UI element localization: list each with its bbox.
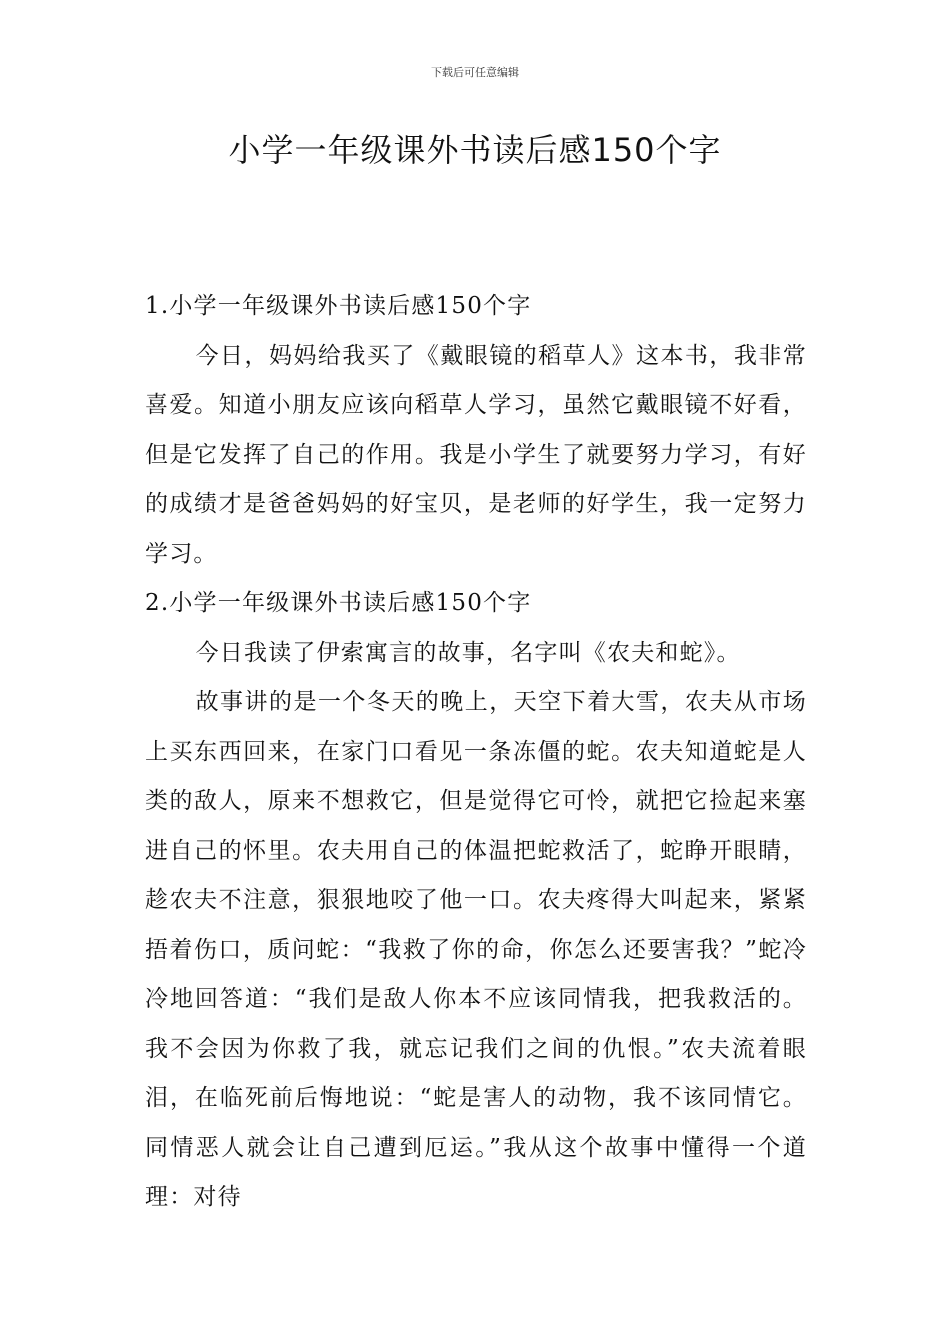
document-body — [145, 282, 807, 1223]
section-heading-2: 2.小学一年级课外书读后感150个字 — [145, 590, 532, 616]
section-heading-1: 1.小学一年级课外书读后感150个字 — [145, 293, 532, 319]
section-1-paragraph-1: 今日，妈妈给我买了《戴眼镜的稻草人》这本书，我非常喜爱。知道小朋友应该向稻草人学习，虽然它戴眼镜不好看，但是它发挥了自己的作用。我是小学生了就要努力学习，有好的成绩才是爸爸妈妈的好宝贝，是老师的好学生，我一定努力学习。 — [145, 342, 807, 567]
section-2-paragraph-1: 今日我读了伊索寓言的故事，名字叫《农夫和蛇》。 — [195, 639, 741, 666]
header-note: 下载后可任意编辑 — [431, 66, 519, 79]
section-2-paragraph-2: 故事讲的是一个冬天的晚上，天空下着大雪，农夫从市场上买东西回来，在家门口看见一条冻僵的蛇。农夫知道蛇是人类的敌人，原来不想救它，但是觉得它可怜，就把它捡起来塞进自己的怀里。农夫用自己的体温把蛇救活了，蛇睁开眼睛，趁农夫不注意，狠狠地咬了他一口。农夫疼得大叫起来，紧紧捂着伤口，质问蛇：“我救了你的命，你怎么还要害我？”蛇冷冷地回答道：“我们是敌人你本不应该同情我，把我救活的。我不会因为你救了我，就忘记我们之间的仇恨。”农夫流着眼泪，在临死前后悔地说：“蛇是害人的动物，我不该同情它。同情恶人就会让自己遭到厄运。”我从这个故事中懂得一个道理：对待 — [145, 689, 807, 1210]
page-title: 小学一年级课外书读后感150个字 — [228, 131, 722, 169]
